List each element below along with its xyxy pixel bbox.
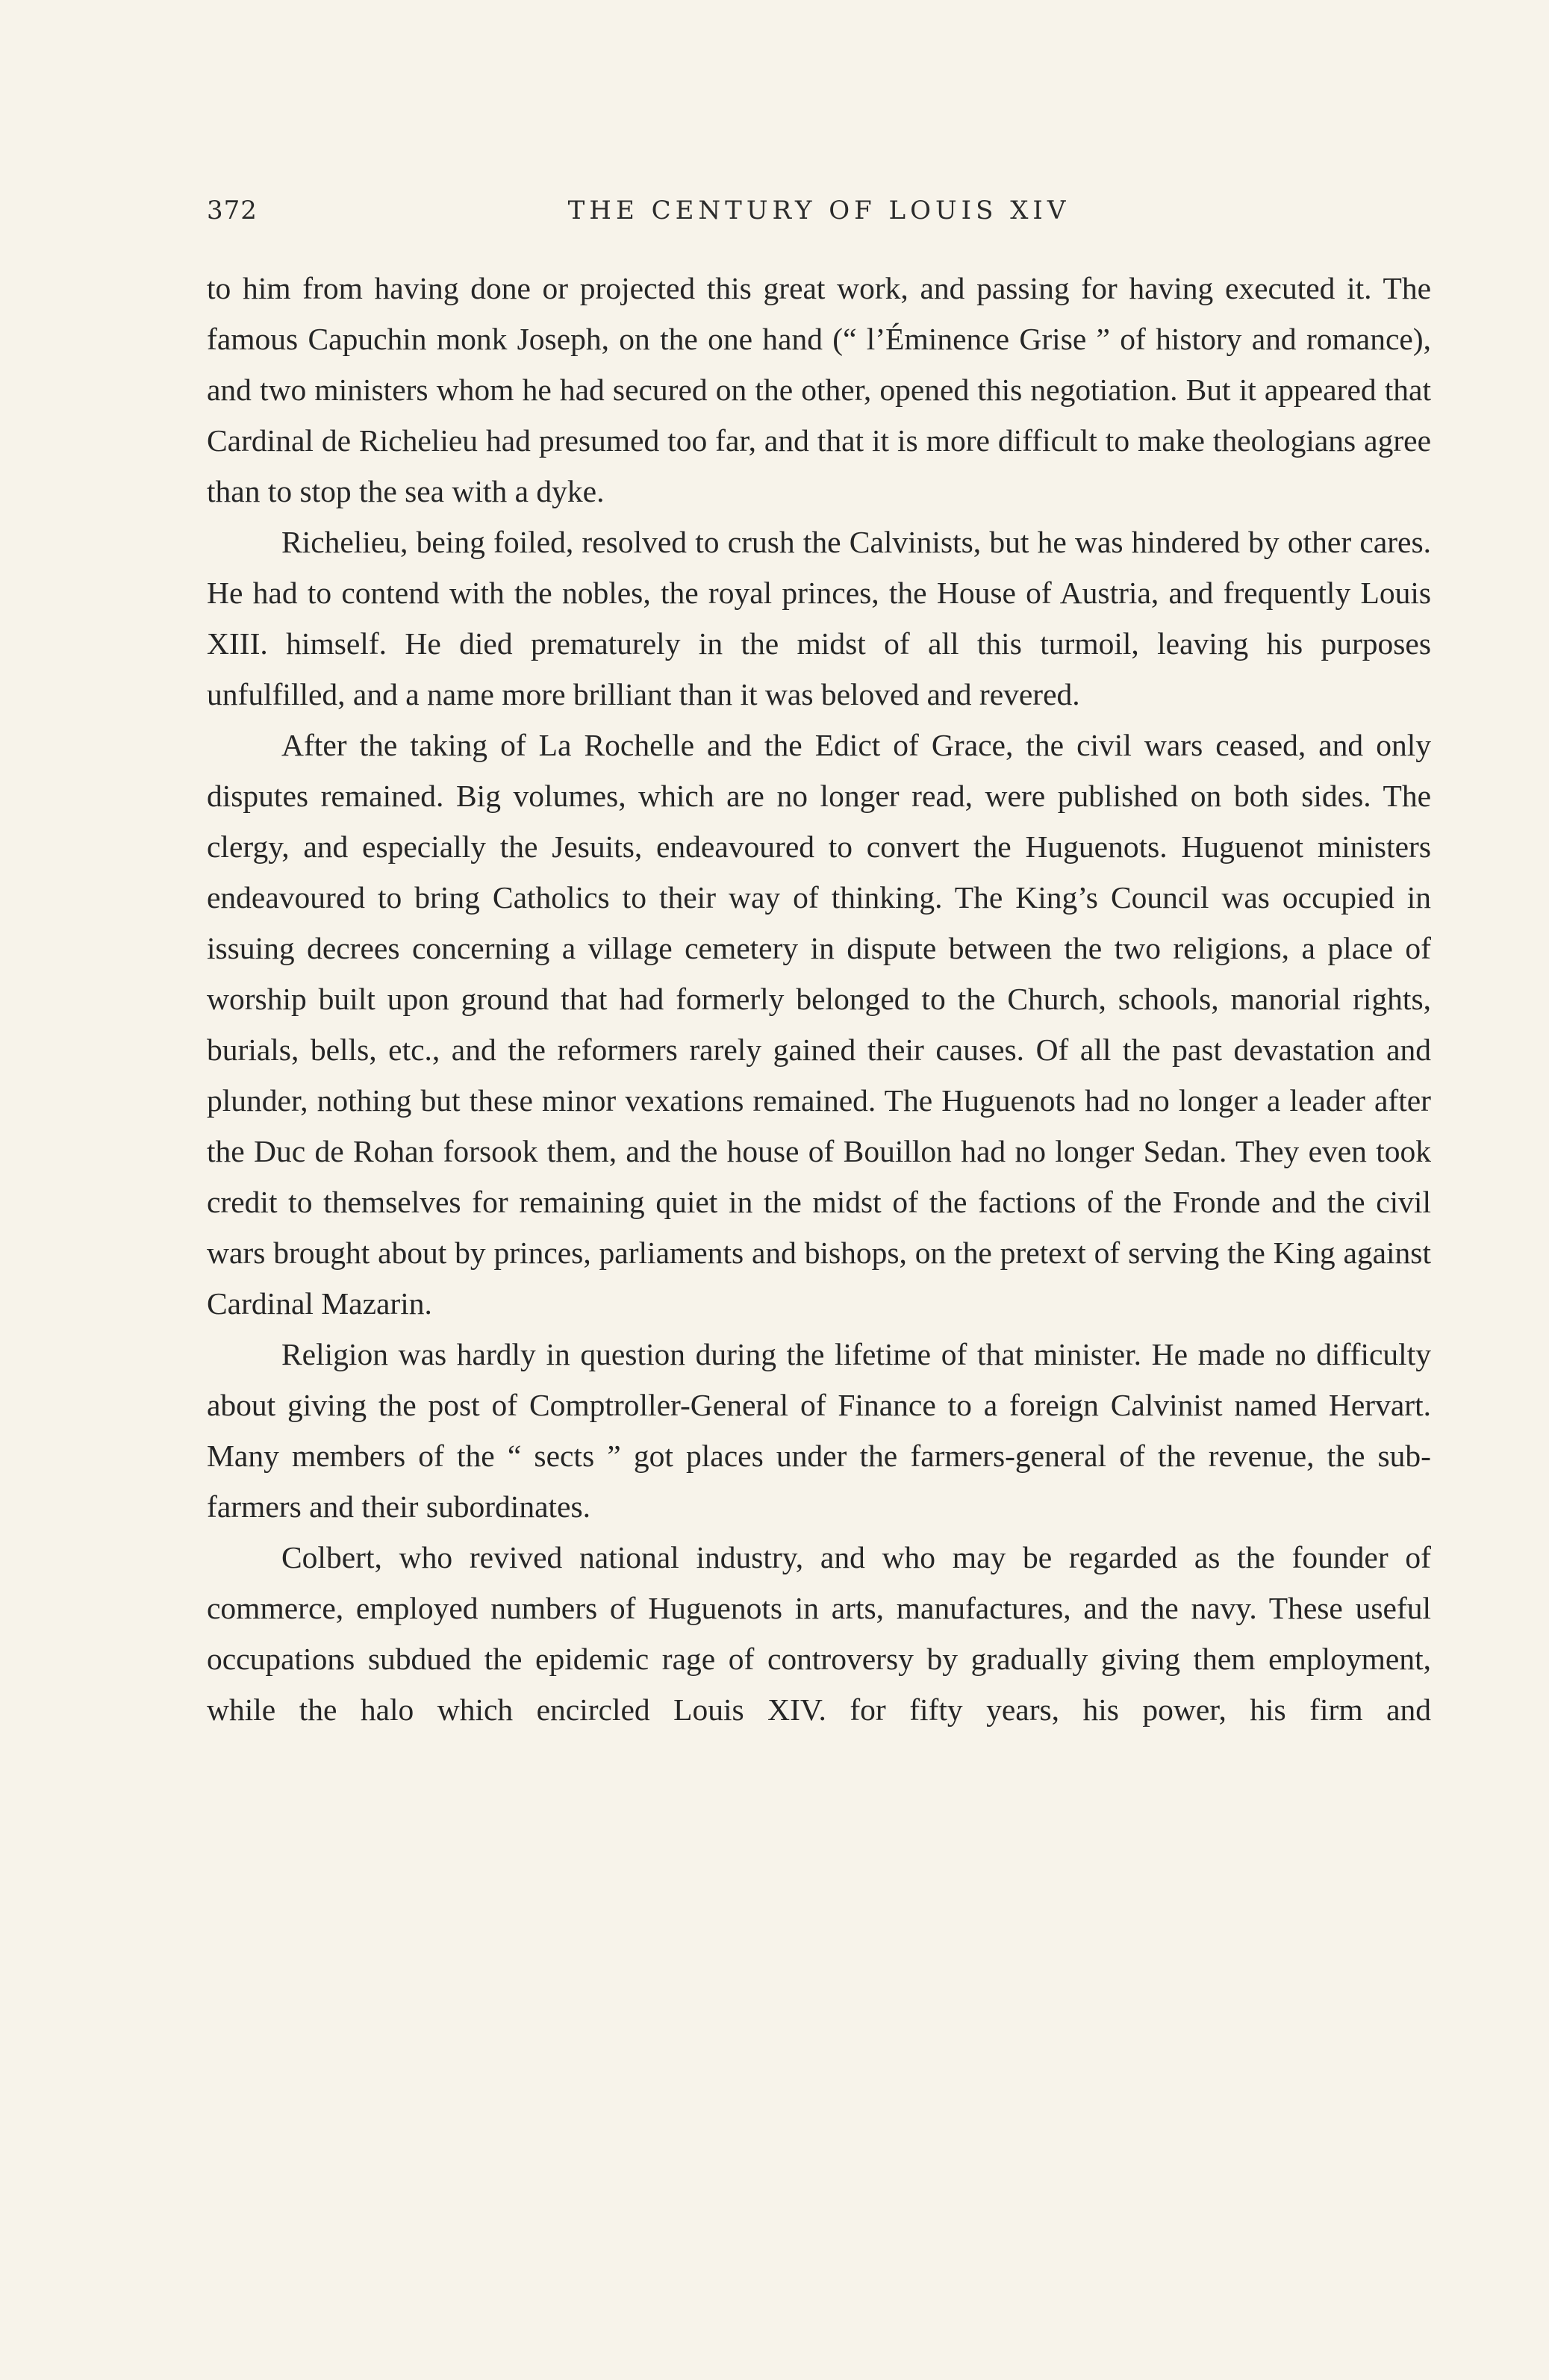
running-head: THE CENTURY OF LOUIS XIV [567, 196, 1070, 225]
paragraph: Religion was hardly in question during the lifetime of that minister. He made no difficulty about giving the post of Comptroller-General of Finance to a foreign Calvinist named Hervart. Many members of the “ sects ” got places under the farmers-general of the revenue, the sub-farmers and their subordinates. [207, 1337, 1431, 1524]
paragraph: to him from having done or projected this great work, and passing for having executed it. The famous Capuchin monk Joseph, on the one hand (“ l’Éminence Grise ” of history and romance), and two ministers whom he had secured on the other, opened this negotiation. But it appeared that Cardinal de Richelieu had presumed too far, and that it is more difficult to make theologians agree than to stop the sea with a dyke. [207, 271, 1431, 508]
paragraph: Colbert, who revived national industry, and who may be regarded as the founder of commerce, employed numbers of Huguenots in arts, manufactures, and the navy. These useful occupations subdued the epidemic rage of controversy by gradually giving them employment, while the halo which encircled Louis XIV. for fifty years, his power, his firm and [207, 1540, 1431, 1727]
paragraph: Richelieu, being foiled, resolved to crush the Calvinists, but he was hindered by other cares. He had to contend with the nobles, the royal princes, the House of Austria, and frequently Louis XIII. himself. He died prematurely in the midst of all this turmoil, leaving his purposes unfulfilled, and a name more brilliant than it was beloved and revered. [207, 525, 1431, 711]
page-number: 372 [207, 196, 258, 225]
body-text [207, 263, 1431, 1735]
paragraph: After the taking of La Rochelle and the Edict of Grace, the civil wars ceased, and only disputes remained. Big volumes, which are no longer read, were published on both sides. The clergy, and especially the Jesuits, endeavoured to convert the Huguenots. Huguenot ministers endeavoured to bring Catholics to their way of thinking. The King’s Council was occupied in issuing decrees concerning a village cemetery in dispute between the two religions, a place of worship built upon ground that had formerly belonged to the Church, schools, manorial rights, burials, bells, etc., and the reformers rarely gained their causes. Of all the past devastation and plunder, nothing but these minor vexations remained. The Huguenots had no longer a leader after the Duc de Rohan forsook them, and the house of Bouillon had no longer Sedan. They even took credit to themselves for remaining quiet in the midst of the factions of the Fronde and the civil wars brought about by princes, parliaments and bishops, on the pretext of serving the King against Cardinal Mazarin. [207, 728, 1431, 1321]
page-header [207, 196, 1431, 240]
